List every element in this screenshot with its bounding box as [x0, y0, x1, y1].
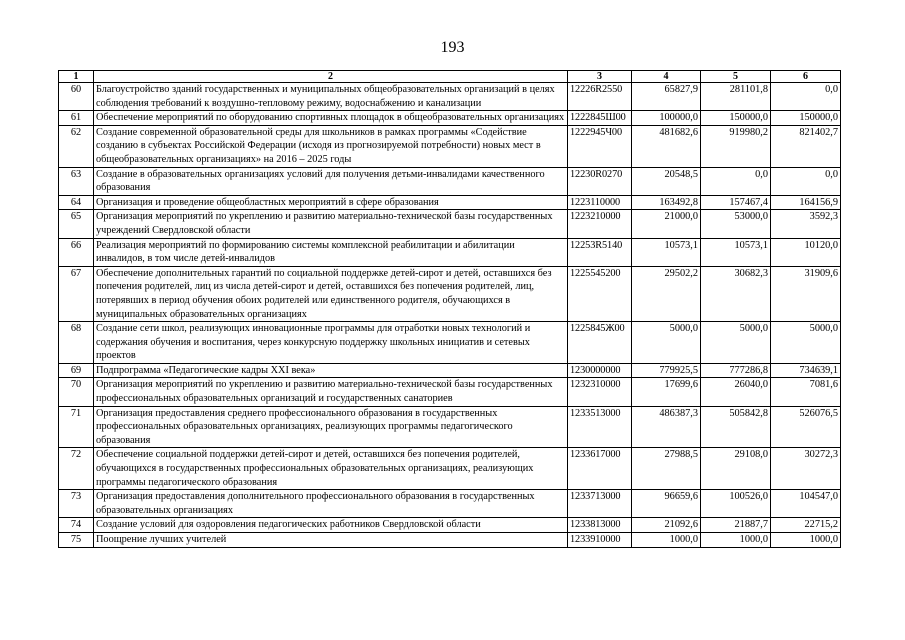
row-number: 73: [59, 490, 94, 518]
row-number: 69: [59, 363, 94, 378]
row-code: 1225845Ж00: [568, 322, 632, 364]
header-col-2: 2: [94, 71, 568, 83]
table-row: [59, 490, 841, 518]
row-code: 12253R5140: [568, 238, 632, 266]
row-number: 74: [59, 518, 94, 533]
row-value-2022: 22715,2: [771, 518, 841, 533]
row-value-2021: 10573,1: [701, 238, 771, 266]
row-value-2021: 919980,2: [701, 125, 771, 167]
row-value-2020: 17699,6: [632, 378, 701, 406]
row-code: 1233910000: [568, 533, 632, 548]
table-row: [59, 518, 841, 533]
row-value-2021: 157467,4: [701, 195, 771, 210]
row-value-2022: 1000,0: [771, 533, 841, 548]
row-value-2020: 779925,5: [632, 363, 701, 378]
row-code: 1223110000: [568, 195, 632, 210]
row-number: 75: [59, 533, 94, 548]
row-value-2021: 150000,0: [701, 111, 771, 126]
row-code: 12230R0270: [568, 167, 632, 195]
row-code: 1233713000: [568, 490, 632, 518]
table-row: [59, 210, 841, 238]
table-row: [59, 266, 841, 321]
table-row: [59, 167, 841, 195]
row-value-2020: 481682,6: [632, 125, 701, 167]
row-number: 63: [59, 167, 94, 195]
row-name: Поощрение лучших учителей: [94, 533, 568, 548]
header-col-4: 4: [632, 71, 701, 83]
row-number: 66: [59, 238, 94, 266]
row-value-2021: 100526,0: [701, 490, 771, 518]
row-number: 60: [59, 83, 94, 111]
row-name: Обеспечение дополнительных гарантий по социальной поддержке детей-сирот и детей, оставшихся без попечения родителей, лиц из числа детей-сирот и детей, оставшихся без попечения родителей, лиц, потерявших в период обучения обоих родителей или единственного родителя, обучающихся в муниципальных образовательных организациях: [94, 266, 568, 321]
row-value-2022: 734639,1: [771, 363, 841, 378]
page-number: 193: [440, 39, 465, 56]
row-value-2020: 5000,0: [632, 322, 701, 364]
row-code: 1223210000: [568, 210, 632, 238]
row-value-2020: 29502,2: [632, 266, 701, 321]
row-value-2021: 505842,8: [701, 406, 771, 448]
row-value-2020: 20548,5: [632, 167, 701, 195]
row-number: 64: [59, 195, 94, 210]
row-value-2022: 0,0: [771, 167, 841, 195]
header-col-1: 1: [59, 71, 94, 83]
header-col-5: 5: [701, 71, 771, 83]
table-row: [59, 378, 841, 406]
row-name: Обеспечение мероприятий по оборудованию спортивных площадок в общеобразовательных организациях: [94, 111, 568, 126]
row-value-2022: 164156,9: [771, 195, 841, 210]
row-value-2020: 21000,0: [632, 210, 701, 238]
header-row: [59, 71, 841, 83]
row-value-2020: 100000,0: [632, 111, 701, 126]
row-value-2021: 53000,0: [701, 210, 771, 238]
row-value-2022: 5000,0: [771, 322, 841, 364]
row-value-2022: 30272,3: [771, 448, 841, 490]
table-row: [59, 533, 841, 548]
header-col-3: 3: [568, 71, 632, 83]
table-header: [59, 71, 841, 83]
row-value-2020: 163492,8: [632, 195, 701, 210]
row-value-2021: 5000,0: [701, 322, 771, 364]
row-value-2020: 96659,6: [632, 490, 701, 518]
row-value-2022: 821402,7: [771, 125, 841, 167]
row-value-2020: 27988,5: [632, 448, 701, 490]
table-row: [59, 238, 841, 266]
row-name: Подпрограмма «Педагогические кадры XXI века»: [94, 363, 568, 378]
row-code: 1233813000: [568, 518, 632, 533]
row-value-2022: 3592,3: [771, 210, 841, 238]
row-number: 70: [59, 378, 94, 406]
row-name: Создание в образовательных организациях условий для получения детьми-инвалидами качественного образования: [94, 167, 568, 195]
row-value-2022: 7081,6: [771, 378, 841, 406]
row-value-2020: 10573,1: [632, 238, 701, 266]
row-value-2022: 0,0: [771, 83, 841, 111]
row-value-2021: 281101,8: [701, 83, 771, 111]
row-value-2020: 486387,3: [632, 406, 701, 448]
row-name: Создание сети школ, реализующих инновационные программы для отработки новых технологий и содержания обучения и воспитания, через конкурсную поддержку школьных инициатив и сетевых проектов: [94, 322, 568, 364]
row-number: 67: [59, 266, 94, 321]
table-row: [59, 322, 841, 364]
row-value-2021: 777286,8: [701, 363, 771, 378]
table-row: [59, 363, 841, 378]
table-row: [59, 448, 841, 490]
row-code: 1225545200: [568, 266, 632, 321]
row-name: Создание современной образовательной среды для школьников в рамках программы «Содействие созданию в субъектах Российской Федерации (исходя из прогнозируемой потребности) новых мест в общеобразовательных организациях» на 2016 – 2025 годы: [94, 125, 568, 167]
row-name: Организация мероприятий по укреплению и развитию материально-технической базы государственных учреждений Свердловской области: [94, 210, 568, 238]
row-value-2022: 10120,0: [771, 238, 841, 266]
row-code: 1230000000: [568, 363, 632, 378]
row-value-2022: 526076,5: [771, 406, 841, 448]
row-code: 1233617000: [568, 448, 632, 490]
row-code: 1233513000: [568, 406, 632, 448]
row-name: Организация мероприятий по укреплению и развитию материально-технической базы государственных профессиональных образовательных организаций и государственных санаториев: [94, 378, 568, 406]
row-value-2022: 150000,0: [771, 111, 841, 126]
row-code: 1222845Ш00: [568, 111, 632, 126]
table-row: [59, 111, 841, 126]
row-name: Создание условий для оздоровления педагогических работников Свердловской области: [94, 518, 568, 533]
row-number: 65: [59, 210, 94, 238]
row-value-2021: 29108,0: [701, 448, 771, 490]
row-value-2022: 104547,0: [771, 490, 841, 518]
row-name: Организация предоставления дополнительного профессионального образования в государственных образовательных организациях: [94, 490, 568, 518]
row-number: 72: [59, 448, 94, 490]
row-code: 1232310000: [568, 378, 632, 406]
row-code: 1222945Ч00: [568, 125, 632, 167]
row-value-2021: 26040,0: [701, 378, 771, 406]
row-number: 61: [59, 111, 94, 126]
row-name: Обеспечение социальной поддержки детей-сирот и детей, оставшихся без попечения родителей, обучающихся в государственных профессиональных образовательных организациях, реализующих программы педагогического образования: [94, 448, 568, 490]
row-name: Благоустройство зданий государственных и муниципальных общеобразовательных организаций в целях соблюдения требований к воздушно-тепловому режиму, водоснабжению и канализации: [94, 83, 568, 111]
row-name: Организация и проведение общеобластных мероприятий в сфере образования: [94, 195, 568, 210]
table-row: [59, 406, 841, 448]
table-row: [59, 125, 841, 167]
row-value-2021: 1000,0: [701, 533, 771, 548]
row-number: 62: [59, 125, 94, 167]
row-value-2020: 65827,9: [632, 83, 701, 111]
row-value-2022: 31909,6: [771, 266, 841, 321]
row-number: 71: [59, 406, 94, 448]
table-row: [59, 83, 841, 111]
table-body: [59, 83, 841, 548]
row-value-2021: 30682,3: [701, 266, 771, 321]
row-value-2021: 0,0: [701, 167, 771, 195]
row-value-2020: 1000,0: [632, 533, 701, 548]
row-value-2021: 21887,7: [701, 518, 771, 533]
budget-table: [58, 70, 841, 548]
header-col-6: 6: [771, 71, 841, 83]
row-number: 68: [59, 322, 94, 364]
row-name: Реализация мероприятий по формированию системы комплексной реабилитации и абилитации инвалидов, в том числе детей-инвалидов: [94, 238, 568, 266]
row-code: 12226R2550: [568, 83, 632, 111]
table-row: [59, 195, 841, 210]
row-name: Организация предоставления среднего профессионального образования в государственных профессиональных образовательных организациях, реализующих программы педагогического образования: [94, 406, 568, 448]
row-value-2020: 21092,6: [632, 518, 701, 533]
